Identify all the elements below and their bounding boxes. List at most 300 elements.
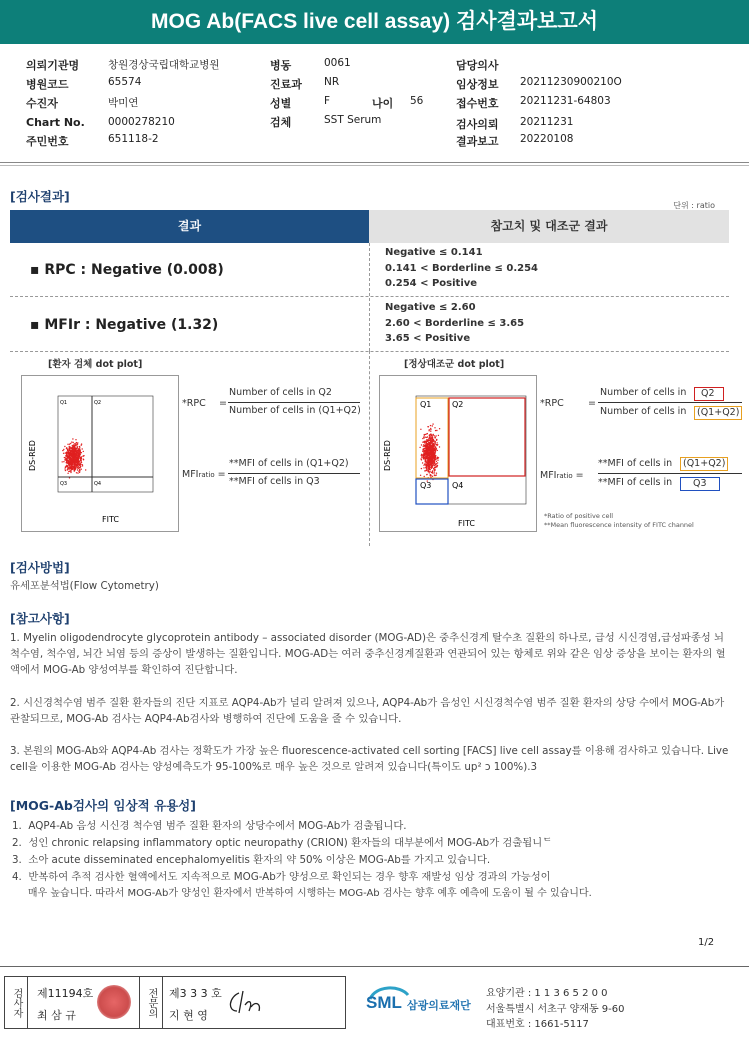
dot [72, 459, 73, 460]
dot [438, 435, 439, 436]
dot [76, 442, 77, 443]
rpc-reference [385, 245, 538, 292]
dot [79, 469, 80, 470]
q1q2-box-label: (Q1+Q2) [680, 457, 728, 471]
label: 검체 [270, 116, 292, 129]
dot [431, 453, 432, 454]
dot [433, 457, 434, 458]
dot [421, 468, 422, 469]
dot [435, 441, 436, 442]
header-divider [0, 162, 749, 163]
examiner-number: 제11194호 [37, 987, 94, 1000]
dot [68, 463, 69, 464]
examiner-label: 검사자 [5, 977, 28, 1028]
dot [79, 462, 80, 463]
dot [439, 446, 440, 447]
org-name: 삼광의료재단 [407, 999, 471, 1012]
dot [427, 463, 428, 464]
label: 주민번호 [26, 135, 69, 148]
dot [423, 467, 424, 468]
rpc-formula-label: *RPC [182, 398, 206, 409]
mfi-text: MFI [540, 470, 557, 481]
clinical-item: 2. 성인 chronic relapsing inflammatory optic neuropathy (CRION) 환자들의 대부분에서 MOG-Ab가 검출됩니ᄃ [12, 837, 553, 849]
dot [425, 459, 426, 460]
label: 병원코드 [26, 78, 69, 91]
unit-label: 단위 : ratio [673, 201, 715, 210]
dot [72, 445, 73, 446]
dot [70, 461, 71, 462]
note-paragraph-2: 2. 시신경척수염 범주 질환 환자들의 진단 지표로 AQP4-Ab가 널리 알려져 있으나, AQP4-Ab가 음성인 시신경척수염 범주 질환 환자의 상당 수에서 MOG-Ab가 관찰되므로, MOG-Ab 검사는 AQP4-Ab검사와 병행하여 진단에 도움을 줄 수 있습니다. [10, 697, 725, 725]
dot [427, 446, 428, 447]
dot [70, 443, 71, 444]
note-paragraph-1: 1. Myelin oligodendrocyte glycoprotein antibody – associated disorder (MOG-AD)은 중추신경계 탈수초 질환의 하나로, 급성 시신경염,급성파종성 뇌척수염, 척수염, 뇌간 뇌염 등의 증상이 발생하는 질환입니다. MOG-AD는 여러 중추신경계질환과 연관되어 있는 항체로 위와 같은 임상 증상을 보이는 환자의 혈액에서 MOG-Ab 양성여부를 확인하여 진단합니다. [10, 632, 726, 676]
quadrant-label: Q4 [94, 481, 102, 487]
dot [437, 465, 438, 466]
dot [432, 425, 433, 426]
dot [69, 465, 70, 466]
dot [74, 470, 75, 471]
dot [66, 453, 67, 454]
results-heading: [검사결과] [10, 189, 70, 204]
dot [425, 465, 426, 466]
dot [70, 472, 71, 473]
fraction-bar [598, 473, 742, 474]
label: 접수번호 [456, 97, 499, 110]
dot [66, 465, 67, 466]
dot [66, 458, 67, 459]
dot [427, 470, 428, 471]
dot [76, 451, 77, 452]
dot [429, 452, 430, 453]
dot [435, 430, 436, 431]
dot [435, 442, 436, 443]
dot [73, 458, 74, 459]
rpc-result: ▪ RPC : Negative (0.008) [30, 262, 224, 278]
dot [78, 450, 79, 451]
dot [421, 444, 422, 445]
mfi-formula-label: MFIratio = [182, 469, 226, 480]
dot [427, 436, 428, 437]
age-label: 나이 [372, 97, 394, 110]
dot [68, 450, 69, 451]
dot [428, 430, 429, 431]
label: Chart No. [26, 116, 85, 129]
patient-dots [62, 438, 87, 478]
mfi-denominator: **MFI of cells in Q3 [229, 476, 320, 487]
equals: = [588, 398, 596, 409]
mfi-text: MFI [182, 469, 199, 480]
dot [64, 446, 65, 447]
dot [432, 450, 433, 451]
q1q2-box-label: (Q1+Q2) [694, 406, 742, 420]
dot [421, 454, 422, 455]
method-heading: [검사방법] [10, 560, 70, 575]
dot [70, 458, 71, 459]
label: 임상정보 [456, 78, 499, 91]
dot [426, 445, 427, 446]
value: 창원경상국립대학교병원 [108, 59, 220, 71]
page-number: 1/2 [698, 937, 715, 948]
quadrant-label: Q3 [60, 481, 68, 487]
patient-plot-title: [환자 검체 dot plot] [48, 359, 143, 370]
clinical-item: 매우 높습니다. 따라서 MOG-Ab가 양성인 환자에서 반복하여 시행하는 MOG-Ab 검사는 향후 예후 예측에 도움이 될 수 있습니다. [12, 888, 592, 899]
dot [75, 458, 76, 459]
dot [419, 447, 420, 448]
dot [69, 449, 70, 450]
dot [74, 465, 75, 466]
dot [63, 449, 64, 450]
value: 20211231 [520, 116, 574, 128]
dot [424, 455, 425, 456]
dot [423, 437, 424, 438]
dot [429, 448, 430, 449]
dot [75, 461, 76, 462]
ref-line: 0.141 < Borderline ≤ 0.254 [385, 262, 538, 274]
ref-line: 3.65 < Positive [385, 333, 471, 344]
dot [429, 437, 430, 438]
dot [424, 451, 425, 452]
dot [81, 469, 82, 470]
control-plot-svg [380, 376, 536, 531]
dot [430, 469, 431, 470]
dot [425, 460, 426, 461]
dot [83, 451, 84, 452]
q3-box-label: Q3 [680, 477, 720, 491]
dot [432, 423, 433, 424]
dot [435, 464, 436, 465]
age-value: 56 [410, 95, 424, 107]
ref-line: Negative ≤ 0.141 [385, 247, 483, 258]
dot [71, 469, 72, 470]
dot [79, 467, 80, 468]
result-column-header: 결과 [10, 210, 369, 243]
dot [437, 442, 438, 443]
dot [424, 463, 425, 464]
dot [436, 461, 437, 462]
dot [77, 442, 78, 443]
dot [430, 455, 431, 456]
dot [83, 459, 84, 460]
dot [428, 440, 429, 441]
mfi-sub: ratio [198, 471, 215, 479]
value: 651118-2 [108, 133, 159, 145]
dot [428, 468, 429, 469]
control-rpc-numerator: Number of cells in [600, 387, 687, 398]
dot [68, 471, 69, 472]
dot [424, 453, 425, 454]
notes-heading: [참고사항] [10, 611, 70, 626]
dot [74, 467, 75, 468]
dot [426, 474, 427, 475]
dot [72, 456, 73, 457]
dot [423, 457, 424, 458]
dot [423, 448, 424, 449]
dot [422, 438, 423, 439]
plot-frame [58, 396, 153, 492]
dot [437, 450, 438, 451]
dot [71, 441, 72, 442]
dot [73, 456, 74, 457]
dot [431, 457, 432, 458]
dot [73, 449, 74, 450]
control-dots [419, 423, 440, 481]
q2-box-label: Q2 [694, 387, 724, 401]
value: 20220108 [520, 133, 574, 145]
value: 20211230900210O [520, 76, 622, 88]
dot [424, 435, 425, 436]
dot [69, 444, 70, 445]
dot [79, 447, 80, 448]
quadrant-label: Q1 [60, 400, 68, 406]
dot [433, 464, 434, 465]
dot [75, 439, 76, 440]
dot [70, 462, 71, 463]
dot [65, 455, 66, 456]
dot [70, 455, 71, 456]
value: 0061 [324, 57, 351, 69]
dot [79, 457, 80, 458]
quadrant-label: Q1 [420, 400, 432, 409]
dot [430, 429, 431, 430]
dot [424, 442, 425, 443]
dot [73, 442, 74, 443]
org-line-2: 서울특별시 서초구 양재동 9-60 [486, 1004, 625, 1015]
dot [437, 444, 438, 445]
dot [434, 470, 435, 471]
org-line-1: 요양기관 : 1 1 3 6 5 2 0 0 [486, 988, 608, 999]
dot [82, 456, 83, 457]
dot [425, 446, 426, 447]
note-paragraph-3: 3. 본원의 MOG-Ab와 AQP4-Ab 검사는 정확도가 가장 높은 fluorescence-activated cell sorting [FACS] live cell assay를 이용해 검사하고 있습니다. Live cell을 이용한 MOG-Ab 검사는 양성예측도가 95-100%로 매우 높은 것으로 알려져 있습니다(특이도 up² ɔ 100%).3 [10, 745, 729, 773]
dot [79, 472, 80, 473]
dot [432, 460, 433, 461]
dot [426, 448, 427, 449]
dot [75, 447, 76, 448]
dot [79, 446, 80, 447]
dot [435, 467, 436, 468]
dot [433, 461, 434, 462]
dot [434, 427, 435, 428]
value: 65574 [108, 76, 142, 88]
control-plot-title: [정상대조군 dot plot] [404, 359, 505, 370]
fraction-bar [228, 402, 360, 403]
dot [428, 458, 429, 459]
value: 0000278210 [108, 116, 175, 128]
dot [82, 448, 83, 449]
dot [423, 465, 424, 466]
dot [425, 434, 426, 435]
dot [75, 453, 76, 454]
dot [426, 468, 427, 469]
dot [421, 455, 422, 456]
dot [426, 457, 427, 458]
dot [76, 465, 77, 466]
dot [77, 472, 78, 473]
dot [437, 460, 438, 461]
dot [79, 463, 80, 464]
dot [430, 464, 431, 465]
dot [429, 466, 430, 467]
dot [80, 450, 81, 451]
dot [76, 472, 77, 473]
dot [435, 447, 436, 448]
dot [71, 448, 72, 449]
rpc-formula-label: *RPC [540, 398, 564, 409]
dot [64, 457, 65, 458]
dot [69, 453, 70, 454]
dot [433, 434, 434, 435]
dot [80, 460, 81, 461]
dot [429, 436, 430, 437]
dot [67, 473, 68, 474]
dot [434, 445, 435, 446]
dot [430, 431, 431, 432]
dot [429, 446, 430, 447]
specialist-label: 전문의 [139, 977, 163, 1028]
mfi-numerator: **MFI of cells in (Q1+Q2) [229, 458, 349, 469]
dot [428, 466, 429, 467]
label: 결과보고 [456, 135, 499, 148]
dot [434, 475, 435, 476]
dot [430, 425, 431, 426]
dot [428, 426, 429, 427]
label: 병동 [270, 59, 292, 72]
quadrant-label: Q4 [452, 481, 464, 490]
dot [429, 434, 430, 435]
dot [63, 453, 64, 454]
signature-mark [225, 987, 265, 1017]
dot [439, 428, 440, 429]
dot [430, 461, 431, 462]
dot [73, 452, 74, 453]
value: 20211231-64803 [520, 95, 611, 107]
dot [432, 442, 433, 443]
dot [424, 434, 425, 435]
dot [420, 475, 421, 476]
dot [435, 450, 436, 451]
plot-divider [369, 351, 370, 546]
dot [65, 452, 66, 453]
dot [72, 453, 73, 454]
dot [70, 450, 71, 451]
equals: = [219, 398, 227, 409]
dot [75, 443, 76, 444]
label: 의뢰기관명 [26, 59, 80, 72]
dot [434, 452, 435, 453]
examiner-name: 최 삼 규 [37, 1009, 76, 1022]
dot [67, 469, 68, 470]
logo-text: SML [366, 993, 402, 1012]
y-axis-label: DS-RED [383, 440, 392, 471]
dot [62, 461, 63, 462]
dot [73, 450, 74, 451]
dot [434, 455, 435, 456]
dot [64, 468, 65, 469]
dot [65, 466, 66, 467]
dot [75, 449, 76, 450]
note-mfi: **Mean fluorescence intensity of FITC channel [544, 521, 694, 529]
examiner-seal [97, 985, 131, 1019]
label: 검사의뢰 [456, 118, 499, 131]
mfir-result: ▪ MFIr : Negative (1.32) [30, 317, 219, 333]
dot [63, 461, 64, 462]
dot [429, 471, 430, 472]
dot [420, 458, 421, 459]
dot [432, 476, 433, 477]
x-axis-label: FITC [102, 515, 119, 524]
dot [434, 436, 435, 437]
dot [433, 468, 434, 469]
dot [433, 440, 434, 441]
clinical-item: 4. 반복하여 추적 검사한 혈액에서도 지속적으로 MOG-Ab가 양성으로 확인되는 경우 향후 재발성 임상 경과의 가능성이 [12, 871, 551, 883]
specialist-name: 지 현 영 [169, 1009, 208, 1022]
dot [432, 438, 433, 439]
dot [76, 459, 77, 460]
dot [436, 473, 437, 474]
dot [430, 448, 431, 449]
method-text: 유세포분석법(Flow Cytometry) [10, 580, 159, 592]
mfi-sub: ratio [556, 472, 573, 480]
dot [423, 454, 424, 455]
footer-divider [0, 966, 749, 967]
control-mfi-denominator: **MFI of cells in [598, 477, 673, 488]
report-title: MOG Ab(FACS live cell assay) 검사결과보고서 [0, 0, 749, 44]
dot [85, 469, 86, 470]
dot [430, 462, 431, 463]
dot [426, 433, 427, 434]
dot [68, 465, 69, 466]
dot [430, 442, 431, 443]
dot [426, 439, 427, 440]
dot [436, 474, 437, 475]
dot [71, 465, 72, 466]
quadrant-label: Q2 [452, 400, 464, 409]
dot [81, 445, 82, 446]
dot [435, 435, 436, 436]
dot [424, 470, 425, 471]
fraction-bar [228, 473, 360, 474]
q2-gate-box [449, 398, 525, 476]
y-axis-label: DS-RED [28, 440, 37, 471]
dot [78, 453, 79, 454]
dot [435, 443, 436, 444]
quadrant-label: Q3 [420, 481, 432, 490]
dot [433, 435, 434, 436]
signature-box [4, 976, 346, 1029]
dot [79, 465, 80, 466]
dot [424, 476, 425, 477]
dot [70, 447, 71, 448]
header-divider-2 [0, 165, 749, 166]
dot [62, 450, 63, 451]
dot [73, 444, 74, 445]
dot [80, 454, 81, 455]
ref-line: Negative ≤ 2.60 [385, 302, 476, 313]
dot [67, 455, 68, 456]
dot [432, 445, 433, 446]
dot [436, 430, 437, 431]
dot [429, 459, 430, 460]
value: SST Serum [324, 114, 382, 126]
dot [436, 439, 437, 440]
reference-column-header: 참고치 및 대조군 결과 [369, 210, 729, 243]
dot [432, 455, 433, 456]
patient-dot-plot [21, 375, 179, 532]
dot [422, 462, 423, 463]
dot [81, 461, 82, 462]
dot [71, 461, 72, 462]
dot [75, 466, 76, 467]
